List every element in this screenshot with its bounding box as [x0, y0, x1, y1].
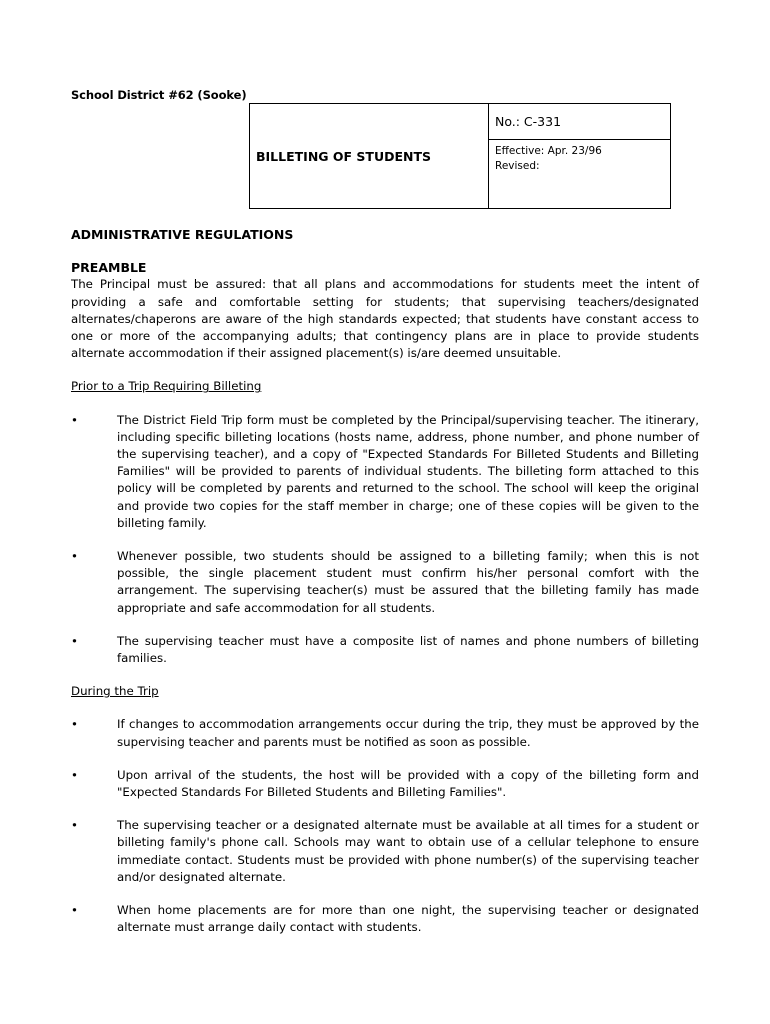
bullet-icon: • — [71, 412, 78, 427]
bullet-item — [71, 902, 699, 936]
effective-date: Effective: Apr. 23/96 — [495, 145, 602, 157]
bullet-text: Whenever possible, two students should be assigned to a billeting family; when this is not possible, the single placement student must confirm his/her personal comfort with the arrangement. The supervising teacher(s) must be assured that the billeting family has made appropriate and safe accommodation for all students. — [117, 549, 699, 615]
bullet-item — [71, 817, 699, 886]
bullet-icon: • — [71, 717, 78, 732]
bullet-text: When home placements are for more than one night, the supervising teacher or designated alternate must arrange daily contact with students. — [117, 903, 699, 935]
bullet-text: The supervising teacher must have a composite list of names and phone numbers of billeting families. — [117, 633, 699, 666]
bullet-item — [71, 716, 699, 750]
bullet-text: If changes to accommodation arrangements occur during the trip, they must be approved by the supervising teacher and parents must be notified as soon as possible. — [117, 717, 699, 749]
bullet-icon: • — [71, 818, 78, 833]
bullet-item — [71, 633, 699, 667]
bullet-icon: • — [71, 549, 78, 564]
bullet-text: The supervising teacher or a designated alternate must be available at all times for a student or billeting family's phone call. Schools may want to obtain use of a cellular telephone to ensure immediate contact. Students must be provided with phone number(s) of the supervising teacher and/or designated alternate. — [117, 818, 699, 884]
admin-regulations-heading: ADMINISTRATIVE REGULATIONS — [71, 227, 294, 242]
bullet-icon: • — [71, 903, 78, 918]
bullet-icon: • — [71, 633, 78, 648]
bullet-text: The District Field Trip form must be completed by the Principal/supervising teacher. The itinerary, including specific billeting locations (hosts name, address, phone number, and phone number of the supervising teacher), and a copy of "Expected Standards For Billeted Students and Billeting Families" will be provided to parents of individual students. The billeting form attached to this policy will be completed by parents and returned to the school. The school will keep the original and provide two copies for the staff member in charge; one of these copies will be given to the billeting family. — [117, 412, 699, 530]
bullet-item — [71, 548, 699, 617]
policy-title: BILLETING OF STUDENTS — [250, 104, 489, 209]
section-during-trip-heading: During the Trip — [71, 684, 159, 699]
revised-date: Revised: — [495, 160, 540, 172]
district-name: School District #62 (Sooke) — [71, 88, 247, 102]
policy-header-box — [249, 103, 671, 209]
bullet-item — [71, 412, 699, 532]
bullet-item — [71, 767, 699, 801]
preamble-heading: PREAMBLE — [71, 260, 147, 276]
bullet-text: Upon arrival of the students, the host will be provided with a copy of the billeting form and "Expected Standards For Billeted Students and Billeting Families". — [117, 767, 699, 800]
document-body — [71, 226, 699, 953]
preamble-text: The Principal must be assured: that all plans and accommodations for students meet the intent of providing a safe and comfortable setting for students; that supervising teachers/designated alternates/chaperons are aware of the high standards expected; that students have constant access to one or more of the accompanying adults; that contingency plans are in place to provide students alternate accommodation if their assigned placement(s) is/are deemed unsuitable. — [71, 277, 699, 361]
policy-dates — [489, 140, 671, 209]
policy-number: No.: C-331 — [489, 104, 671, 140]
section-prior-trip-heading: Prior to a Trip Requiring Billeting — [71, 379, 262, 394]
bullet-icon: • — [71, 767, 78, 782]
